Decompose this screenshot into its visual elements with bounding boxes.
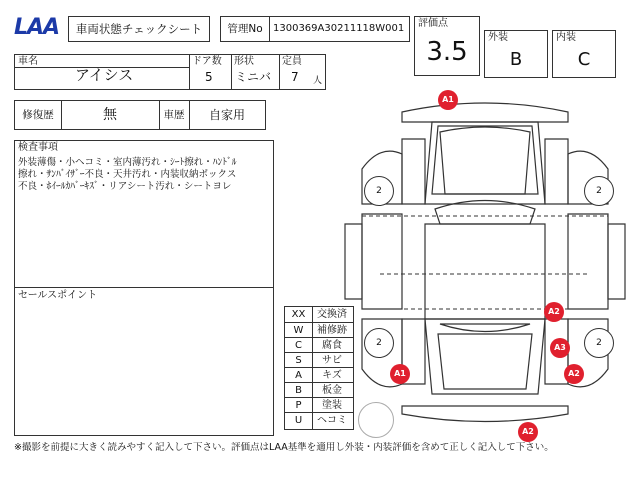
legend-code: U <box>294 415 303 426</box>
vehicle-use-label: 車歴 <box>163 109 185 121</box>
damage-mark-right-rear-door: A2 <box>544 302 564 322</box>
vehicle-info-box <box>14 54 326 90</box>
vehicle-use-value: 自家用 <box>208 108 245 122</box>
capacity-value: 7 <box>291 70 299 84</box>
legend-name: 塗装 <box>322 400 342 411</box>
inspection-text-line: 擦れ・ｻﾝﾊﾞｲｻﾞｰ不良・天井汚れ・内装収納ボックス <box>18 169 237 180</box>
legend-name: ヘコミ <box>317 415 347 426</box>
wheel-rear-left: 2 <box>364 328 394 358</box>
damage-mark-front-bumper: A1 <box>438 90 458 110</box>
stamp-circle <box>358 402 394 438</box>
repair-history-label: 修復歴 <box>22 109 54 121</box>
legend-code: W <box>293 325 304 336</box>
vehicle-name-value: アイシス <box>75 66 134 84</box>
capacity-label: 定員 <box>282 56 302 67</box>
door-count-label: ドア数 <box>192 56 222 67</box>
wheel-front-left: 2 <box>364 176 394 206</box>
legend-name: 腐食 <box>322 340 342 351</box>
wheel-rear-right: 2 <box>584 328 614 358</box>
exterior-grade-value: B <box>509 49 523 70</box>
divider <box>279 55 280 89</box>
vehicle-name-label: 車名 <box>18 56 38 67</box>
sales-points-label: セールスポイント <box>18 290 98 301</box>
divider <box>15 67 189 68</box>
wheel-front-right: 2 <box>584 176 614 206</box>
interior-grade-box <box>552 30 616 78</box>
exterior-grade-label: 外装 <box>488 32 508 43</box>
overall-grade-label: 評価点 <box>418 18 448 29</box>
overall-grade-value: 3.5 <box>426 37 468 67</box>
legend-name: キズ <box>322 370 342 381</box>
legend-code: XX <box>291 309 306 320</box>
divider <box>269 17 270 41</box>
body-shape-value: ミニバ <box>235 70 272 84</box>
body-shape-label: 形状 <box>234 56 254 67</box>
legend-code: C <box>295 340 302 351</box>
legend-name: 補修跡 <box>317 325 347 336</box>
legend-code: B <box>295 385 302 396</box>
control-number-value: 1300369A30211118W001 <box>273 23 405 34</box>
legend-name: 交換済 <box>317 309 347 320</box>
inspection-label: 検査事項 <box>18 142 58 153</box>
interior-grade-value: C <box>577 49 591 70</box>
inspection-box <box>14 140 274 288</box>
inspection-text-line: 不良・ﾎｲｰﾙｶﾊﾞｰｷｽﾞ・リアシート汚れ・シートヨレ <box>18 181 232 192</box>
damage-mark-rear-bumper: A2 <box>518 422 538 442</box>
legend-code: S <box>295 355 302 366</box>
legend-name: サビ <box>322 355 342 366</box>
capacity-unit: 人 <box>313 76 323 86</box>
damage-mark-right-quarter: A3 <box>550 338 570 358</box>
sales-points-box <box>14 288 274 436</box>
exterior-grade-box <box>484 30 548 78</box>
form-title: 車両状態チェックシート <box>75 22 203 36</box>
legend-name: 板金 <box>322 385 342 396</box>
divider <box>189 55 190 89</box>
control-number-box <box>220 16 410 42</box>
door-count-value: 5 <box>205 70 213 84</box>
legend-code: P <box>295 400 302 411</box>
overall-grade-box <box>414 16 480 76</box>
repair-history-value: 無 <box>103 107 117 123</box>
laa-logo: LAA <box>14 15 60 40</box>
footer-note: ※撮影を前提に大きく読みやすく記入して下さい。評価点はLAA基準を適用し外装・内装評価を含めて正しく記入して下さい。 <box>14 442 554 453</box>
damage-mark-left-quarter: A1 <box>390 364 410 384</box>
legend-code: A <box>295 370 302 381</box>
form-title-box <box>68 16 210 42</box>
divider <box>231 55 232 89</box>
car-damage-diagram <box>340 84 630 440</box>
interior-grade-label: 内装 <box>556 32 576 43</box>
inspection-text-line: 外装薄傷・小ヘコミ・室内薄汚れ・ｼｰﾄ擦れ・ﾊﾝﾄﾞﾙ <box>18 157 237 168</box>
damage-mark-right-rear-fender: A2 <box>564 364 584 384</box>
history-box <box>14 100 266 130</box>
control-number-label: 管理No <box>227 23 263 35</box>
